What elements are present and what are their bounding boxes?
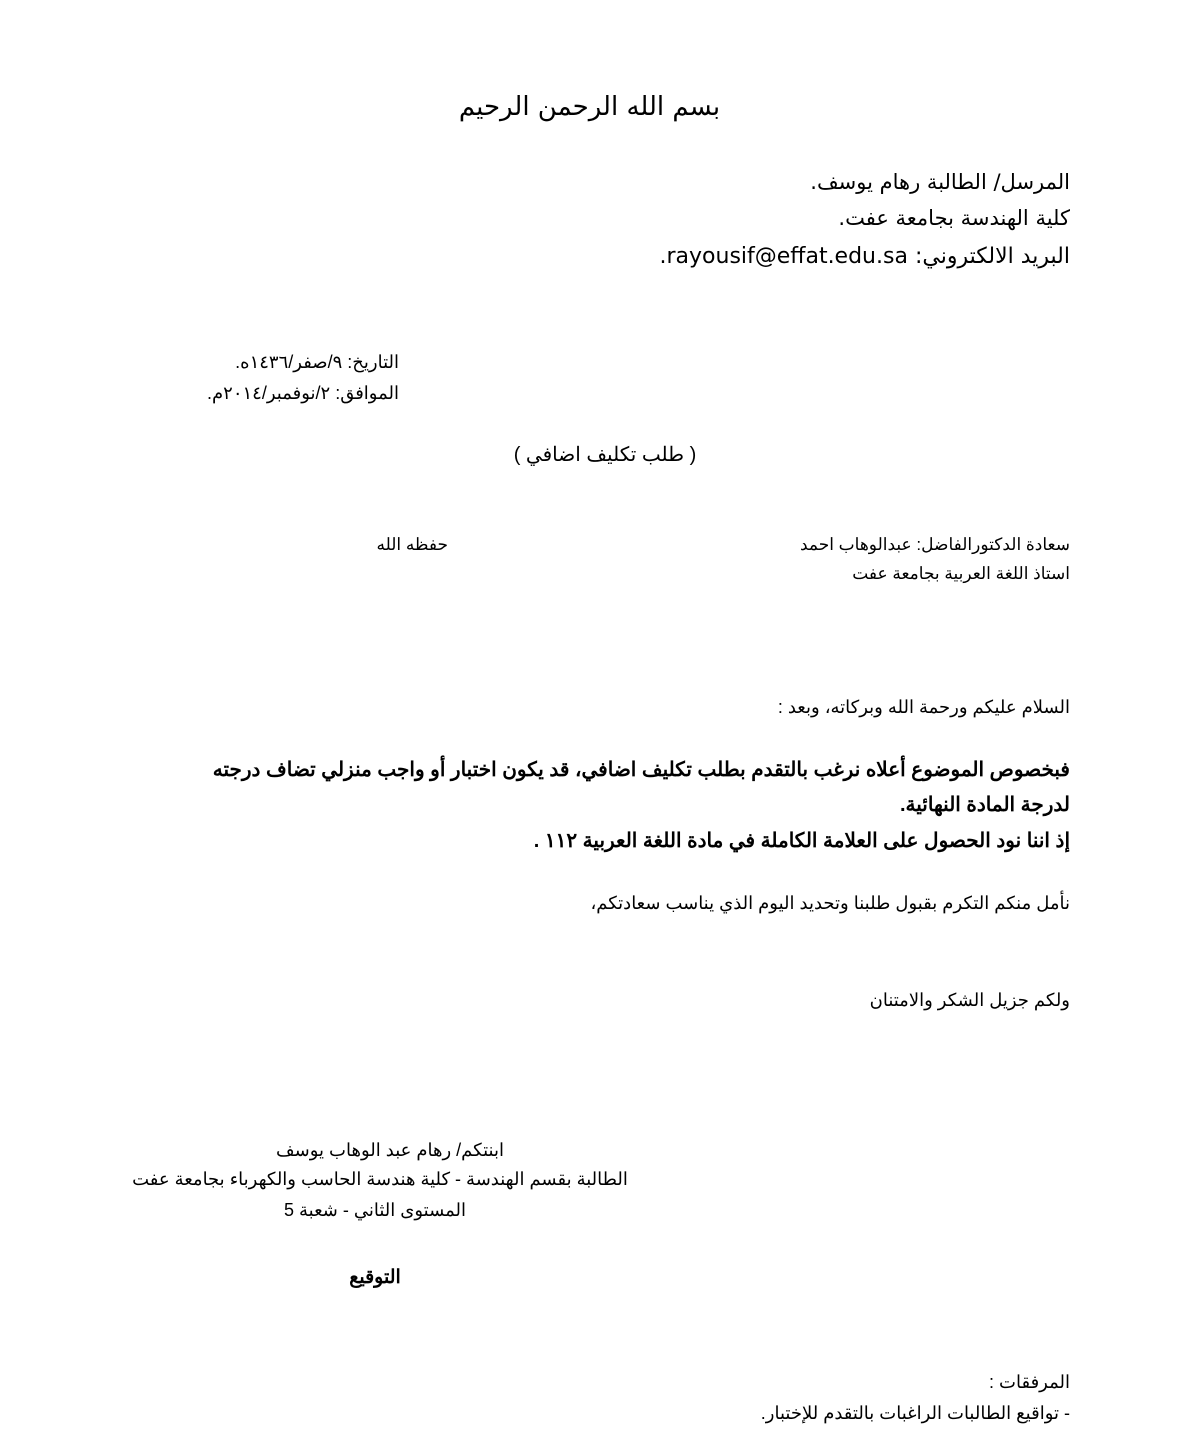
recipient-blessing: حفظه الله bbox=[376, 535, 448, 554]
basmala-heading: بسم الله الرحمن الرحيم bbox=[458, 92, 721, 122]
email-label: البريد الالكتروني: bbox=[914, 244, 1070, 269]
thanks-line: ولكم جزيل الشكر والامتنان bbox=[869, 990, 1070, 1010]
email-address[interactable] bbox=[667, 244, 908, 269]
signature-department: الطالبة بقسم الهندسة - كلية هندسة الحاسب والكهرباء بجامعة عفت bbox=[132, 1169, 628, 1189]
attachments-label: المرفقات : bbox=[989, 1372, 1070, 1392]
attachment-item: - تواقيع الطالبات الراغبات بالتقدم للإختبار. bbox=[760, 1403, 1070, 1423]
subject-line: ( طلب تكليف اضافي ) bbox=[513, 444, 697, 466]
sender-email-line bbox=[660, 244, 1071, 269]
recipient-name: سعادة الدكتورالفاضل: عبدالوهاب احمد bbox=[799, 535, 1070, 554]
body-line-1: فبخصوص الموضوع أعلاه نرغب بالتقدم بطلب تكليف اضافي، قد يكون اختبار أو واجب منزلي تضاف درجته bbox=[212, 759, 1070, 781]
signature-name: ابنتكم/ رهام عبد الوهاب يوسف bbox=[276, 1140, 504, 1160]
recipient-title: استاذ اللغة العربية بجامعة عفت bbox=[852, 564, 1070, 583]
greeting: السلام عليكم ورحمة الله وبركاته، وبعد : bbox=[777, 697, 1070, 717]
date-gregorian: الموافق: ٢/نوفمبر/٢٠١٤م. bbox=[207, 383, 399, 403]
sender-college: كلية الهندسة بجامعة عفت. bbox=[838, 206, 1070, 230]
signature-label: التوقيع bbox=[349, 1267, 401, 1288]
sender-name: المرسل/ الطالبة رهام يوسف. bbox=[810, 170, 1070, 194]
body-line-3: إذ اننا نود الحصول على العلامة الكاملة في مادة اللغة العربية ١١٢ . bbox=[533, 830, 1070, 852]
body-line-2: لدرجة المادة النهائية. bbox=[899, 794, 1070, 816]
signature-level: المستوى الثاني - شعبة 5 bbox=[283, 1200, 467, 1220]
request-line: نأمل منكم التكرم بقبول طلبنا وتحديد اليوم الذي يناسب سعادتكم، bbox=[590, 893, 1070, 913]
email-suffix: . bbox=[659, 244, 667, 269]
date-hijri: التاريخ: ٩/صفر/١٤٣٦ه. bbox=[235, 352, 399, 372]
email-value[interactable]: rayousif@effat.edu.sa bbox=[666, 244, 908, 269]
